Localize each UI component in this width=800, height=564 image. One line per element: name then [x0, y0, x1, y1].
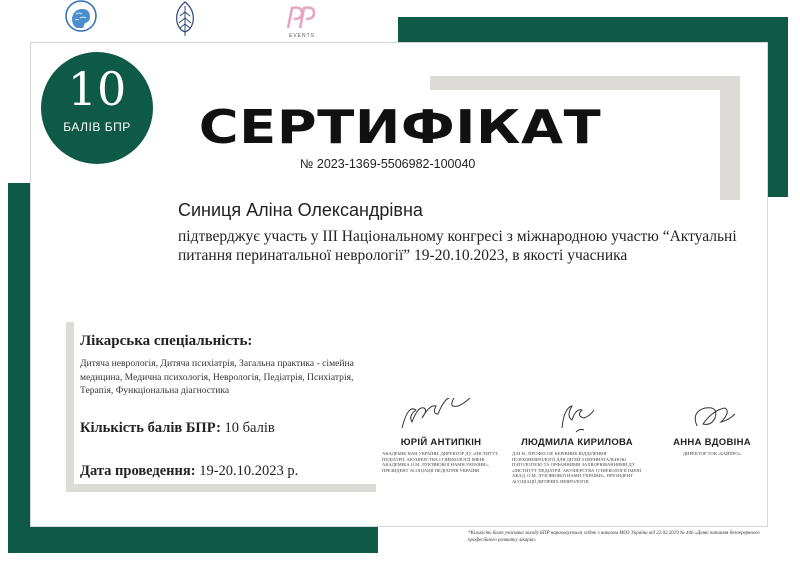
bypro-events-logo — [280, 4, 324, 39]
badge-points: 10 — [67, 62, 127, 116]
signature-name: ЛЮДМИЛА КИРИЛОВА — [521, 437, 633, 448]
recipient-name: Синиця Аліна Олександрівна — [178, 200, 423, 220]
signature-block-antypkin — [382, 398, 500, 473]
decor-grey-bottom — [66, 484, 376, 492]
bypro-monogram-icon — [282, 4, 322, 30]
points-line — [80, 420, 275, 437]
points-value: 10 балів — [224, 420, 275, 436]
brain-logo — [62, 0, 100, 41]
decor-grey-top-bar — [430, 76, 740, 90]
footnote: *Кількість балів учасника заходу БПР нараховується згідно з наказом МОЗ України від 22.02.2019 № 446 «Деякі питання безперервного професійного розвитку лікарів» — [468, 531, 760, 543]
certificate-title: СЕРТИФІКАТ — [198, 100, 602, 154]
badge-label: БАЛІВ БПР — [63, 120, 131, 134]
signature-block-kyrylova — [512, 398, 642, 484]
certificate-number: № 2023-1369-5506982-100040 — [300, 157, 476, 171]
signature-kyrylova-icon — [532, 398, 622, 436]
signature-vdovina-icon — [677, 398, 747, 436]
events-text: EVENTS — [288, 33, 315, 39]
confirmation-text: підтверджує участь у III Національному конгресі з міжнародною участю “Актуальні питання перинатальної неврології” 19-20.10.2023, в якості учасника — [178, 228, 737, 264]
decor-grey-right — [720, 80, 740, 200]
signature-antypkin-icon — [396, 398, 486, 436]
signature-description: АКАДЕМІК НАН УКРАЇНИ, ДИРЕКТОР ДУ «ІНСТИТУТ ПЕДІАТРІЇ, АКУШЕРСТВА І ГІНЕКОЛОГІЇ ІМЕНІ АКАДЕМІКА О.М. ЛУК'ЯНОВОЇ НАМН УКРАЇНИ», ПРЕЗИДЕНТ АСОЦІАЦІЇ ПЕДІАТРІВ УКРАЇНИ — [382, 451, 499, 473]
signature-description: ДИРЕКТОР ТОВ «БАЙПРО» — [683, 451, 741, 456]
date-value: 19-20.10.2023 р. — [199, 463, 299, 479]
signature-block-vdovina — [662, 398, 762, 457]
tree-logo — [172, 0, 198, 43]
date-label: Дата проведення: — [80, 463, 196, 479]
points-label: Кількість балів БПР: — [80, 420, 221, 436]
signature-name: ЮРІЙ АНТИПКІН — [400, 437, 482, 448]
signature-description: Д.М.Н., ПРОФЕСОР, КЕРІВНИК ВІДДІЛЕННЯ ПСИХОНЕВРОЛОГІЇ ДЛЯ ДІТЕЙ З ПЕРИНАТАЛЬНОЮ ПАТОЛОГІЄЮ ТА ОРФАННИМИ ЗАХВОРЮВАННЯМИ ДУ «ІНСТИТУТ ПЕДІАТРІЇ, АКУШЕРСТВА І ГІНЕКОЛОГІЇ ІМЕНІ АКАД. О.М. ЛУК'ЯНОВОЇ НАМН УКРАЇНИ», ПРЕЗИДЕНТ АСОЦІАЦІЇ ДИТЯЧИХ НЕВРОЛОГІВ — [512, 451, 642, 484]
decor-grey-left — [66, 322, 74, 490]
signature-name: АННА ВДОВІНА — [673, 437, 751, 448]
points-badge — [41, 52, 153, 164]
specialty-label: Лікарська спеціальність: — [80, 333, 253, 349]
specialty-list: Дитяча неврологія, Дитяча психіатрія, Загальна практика - сімейна медицина, Медична психологія, Неврологія, Педіатрія, Психіатрія, Терапія, Функціональна діагностика — [80, 358, 354, 396]
date-line — [80, 463, 298, 480]
